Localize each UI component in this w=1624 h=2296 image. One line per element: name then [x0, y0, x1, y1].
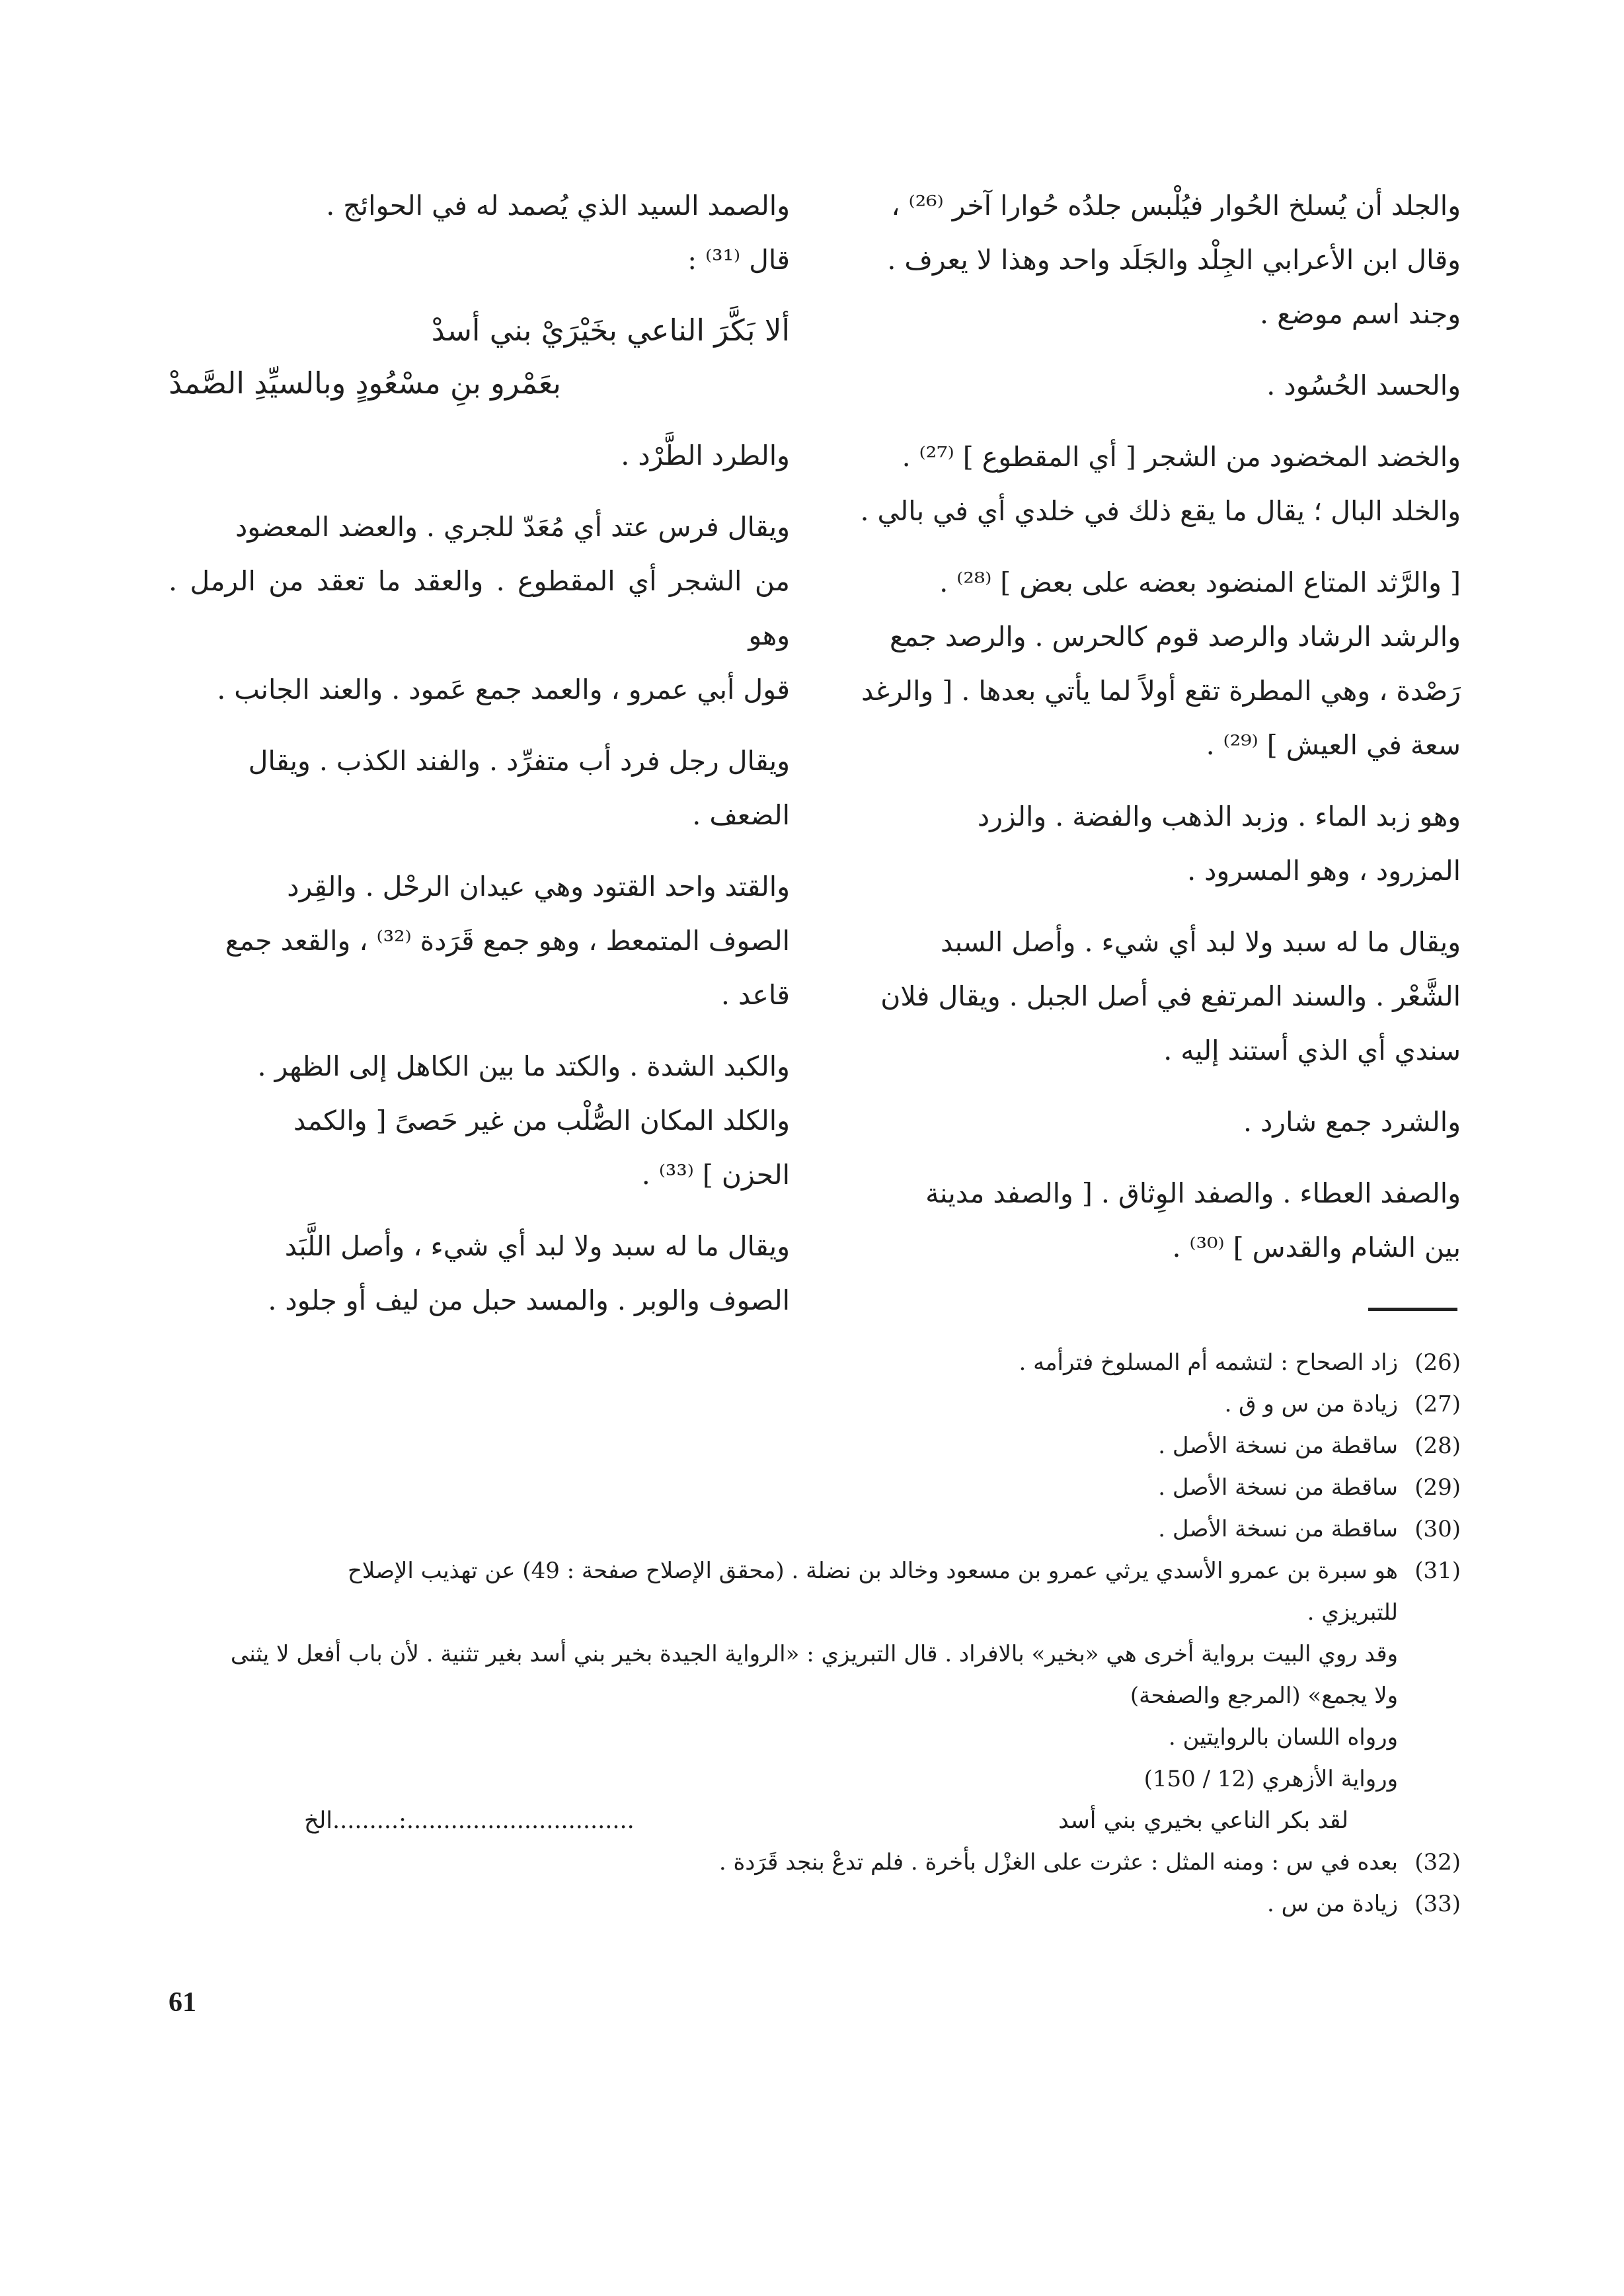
footnote-continuation	[165, 1634, 1461, 1800]
footnote-number: (31)	[1414, 1558, 1461, 1584]
footnote-line: ساقطة من نسخة الأصل .	[1158, 1433, 1398, 1459]
text-line: [ والرَّثد المتاع المنضود بعضه على بعض ] ⁽²⁸⁾ .	[939, 567, 1461, 598]
paragraph	[843, 1095, 1461, 1149]
footnote-number: (29)	[1414, 1474, 1461, 1501]
text-line: ويقال رجل فرد أب متفرِّد . والفند الكذب . ويقال	[248, 745, 790, 777]
verse-line: ألا بَكَّرَ الناعي بخَيْرَيْ بني أسدْ	[431, 313, 790, 348]
footnote-line: ساقطة من نسخة الأصل .	[1158, 1474, 1398, 1501]
footnote	[165, 1384, 1461, 1425]
text-line: سندي أي الذي أستند إليه .	[1163, 1035, 1461, 1066]
text-line: الحزن ] ⁽³³⁾ .	[641, 1159, 790, 1191]
footnote-text	[165, 1842, 1398, 1883]
text-line: والقتد واحد القتود وهي عيدان الرحْل . والقِرد	[287, 871, 790, 902]
footnote-number: (26)	[1414, 1349, 1461, 1376]
footnote-number: (27)	[1414, 1391, 1461, 1417]
text-line: والطرد الطَّرْد .	[621, 440, 790, 471]
footnote	[165, 1425, 1461, 1467]
paragraph	[169, 428, 790, 483]
footnote	[165, 1342, 1461, 1384]
text-line: والخضد المخضود من الشجر [ أي المقطوع ] ⁽²⁷⁾ .	[902, 441, 1461, 473]
footnote-line: ولا يجمع» (المرجع والصفحة)	[1130, 1682, 1398, 1709]
text-line: ويقال ما له سبد ولا لبد أي شيء . وأصل السبد	[940, 926, 1461, 958]
text-line: قاعد .	[720, 979, 790, 1011]
text-line: والجلد أن يُسلخ الحُوار فيُلْبس جلدُه حُوارا آخر ⁽²⁶⁾ ،	[891, 190, 1461, 221]
footnote-line: ورواية الأزهري (12 / 150)	[1143, 1766, 1398, 1792]
footnote	[165, 1467, 1461, 1509]
paragraph	[843, 430, 1461, 538]
paragraph	[169, 1219, 790, 1327]
text-line: وجند اسم موضع .	[1260, 298, 1461, 330]
paragraph	[843, 358, 1461, 413]
verse-line: بعَمْرو بنِ مسْعُودٍ وبالسيِّدِ الصَّمدْ	[169, 366, 561, 401]
footnote-text	[165, 1883, 1398, 1925]
footnote-number: (32)	[1414, 1849, 1461, 1876]
footnote-text	[165, 1550, 1398, 1634]
footnote-line: وقد روي البيت برواية أخرى هي «بخير» بالافراد . قال التبريزي : «الرواية الجيدة بخير بني أسد بغير تثنية . لأن باب أفعل لا يثنى	[230, 1641, 1398, 1667]
footnote-number: (30)	[1414, 1516, 1461, 1542]
paragraph	[169, 859, 790, 1022]
text-line: ويقال ما له سبد ولا لبد أي شيء ، وأصل اللَّبَد	[284, 1230, 790, 1262]
text-line: رَصْدة ، وهي المطرة تقع أولاً لما يأتي بعدها . [ والرغد	[861, 675, 1461, 707]
text-line: الصوف والوبر . والمسد حبل من ليف أو جلود .	[268, 1285, 790, 1316]
left-column	[169, 178, 790, 1345]
text-line: والخلد البال ؛ يقال ما يقع ذلك في خلدي أي في بالي .	[860, 495, 1461, 527]
footnote-number: (28)	[1414, 1433, 1461, 1459]
text-line: والحسد الحُسُود .	[1266, 370, 1461, 401]
footnote-line: زيادة من س و ق .	[1224, 1391, 1398, 1417]
paragraph	[843, 178, 1461, 341]
footnote-text	[165, 1509, 1398, 1550]
text-line: الضعف .	[692, 799, 790, 831]
text-line: بين الشام والقدس ] ⁽³⁰⁾ .	[1172, 1232, 1461, 1263]
footnote-line: بعده في س : ومنه المثل : عثرت على الغزْل بأخرة . فلم تدعْ بنجد قَرَدة .	[718, 1849, 1398, 1876]
text-line: سعة في العيش ] ⁽²⁹⁾ .	[1206, 729, 1461, 761]
text-line: والكبد الشدة . والكتد ما بين الكاهل إلى الظهر .	[257, 1050, 790, 1082]
footnote-line: زاد الصحاح : لتشمه أم المسلوخ فترأمه .	[1019, 1349, 1398, 1376]
footnote-separator	[1368, 1308, 1457, 1311]
footnote-line: هو سبرة بن عمرو الأسدي يرثي عمرو بن مسعود وخالد بن نضلة . (محقق الإصلاح صفحة : 49) عن تهذيب الإصلاح	[347, 1558, 1398, 1584]
paragraph	[843, 915, 1461, 1078]
text-line: والصمد السيد الذي يُصمد له في الحوائج .	[326, 190, 790, 221]
text-line: وهو زبد الماء . وزبد الذهب والفضة . والزرد	[977, 801, 1461, 832]
text-line: قال ⁽³¹⁾ :	[687, 244, 790, 276]
footnote	[165, 1842, 1461, 1883]
footnote-line: زيادة من س .	[1266, 1891, 1398, 1917]
footnote-line: للتبريزي .	[1307, 1599, 1398, 1626]
text-line: الصوف المتمعط ، وهو جمع قَرَدة ⁽³²⁾ ، والقعد جمع	[225, 925, 790, 957]
left-intro-paragraph	[169, 178, 790, 287]
footnote-verse-half: ...............................:.........الخ	[304, 1807, 635, 1834]
footnote	[165, 1509, 1461, 1550]
page-number: 61	[169, 1987, 196, 2018]
footnote-text	[165, 1634, 1461, 1800]
right-column	[843, 178, 1461, 1292]
footnote-number: (33)	[1414, 1891, 1461, 1917]
footnote-text	[165, 1342, 1398, 1384]
text-line: ويقال فرس عتد أي مُعَدّ للجري . والعضد المعضود	[235, 511, 790, 543]
paragraph	[843, 555, 1461, 772]
paragraph	[169, 734, 790, 842]
text-line: والرشد الرشاد والرصد قوم كالحرس . والرصد جمع	[889, 621, 1461, 653]
text-line: قول أبي عمرو ، والعمد جمع عَمود . والعند الجانب .	[217, 674, 790, 705]
text-line: وقال ابن الأعرابي الجِلْد والجَلَد واحد وهذا لا يعرف .	[887, 244, 1461, 276]
paragraph	[843, 789, 1461, 898]
text-line: والكلد المكان الصُّلْب من غير حَصىً [ والكمد	[293, 1105, 790, 1136]
footnote-line: ورواه اللسان بالروايتين .	[1168, 1724, 1398, 1751]
footnote	[165, 1550, 1461, 1634]
paragraph	[169, 500, 790, 717]
footnote-text	[165, 1467, 1398, 1509]
poem-verse	[169, 304, 790, 410]
left-paragraphs	[169, 428, 790, 1327]
text-line: المزرود ، وهو المسرود .	[1187, 855, 1461, 887]
paragraph	[843, 1166, 1461, 1275]
text-line: والصفد العطاء . والصفد الوِثاق . [ والصفد مدينة	[925, 1177, 1461, 1209]
text-line: من الشجر أي المقطوع . والعقد ما تعقد من الرمل . وهو	[169, 565, 790, 651]
paragraph	[169, 1039, 790, 1202]
footnote-verse	[165, 1800, 1461, 1842]
footnotes	[165, 1342, 1461, 1925]
footnote	[165, 1883, 1461, 1925]
text-line: الشَّعْر . والسند المرتفع في أصل الجبل . ويقال فلان	[880, 980, 1461, 1012]
text-line: والشرد جمع شارد .	[1243, 1106, 1461, 1138]
footnote-verse-half: لقد بكر الناعي بخيري بني أسد	[1058, 1807, 1348, 1834]
footnote-line: ساقطة من نسخة الأصل .	[1158, 1516, 1398, 1542]
footnote-text	[165, 1425, 1398, 1467]
footnote-text	[165, 1384, 1398, 1425]
